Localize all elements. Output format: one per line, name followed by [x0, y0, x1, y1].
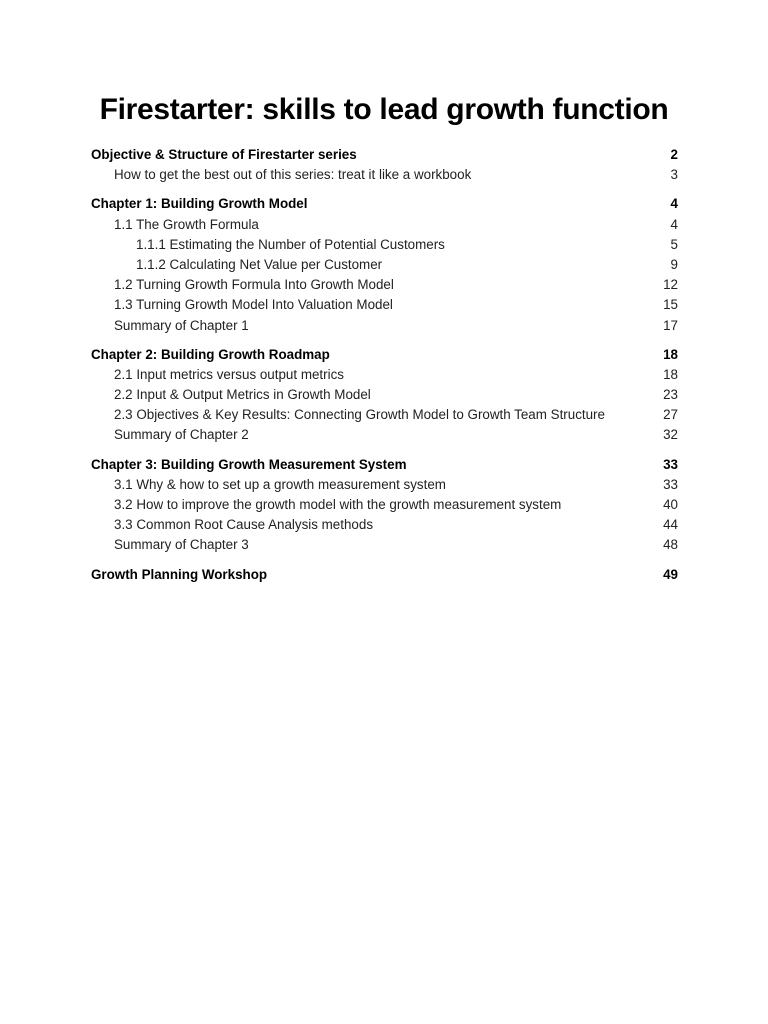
toc-entry-page-number[interactable]: 40 — [663, 497, 678, 512]
toc-entry-title[interactable]: 2.2 Input & Output Metrics in Growth Model — [114, 387, 371, 403]
toc-entry[interactable] — [91, 495, 678, 515]
toc-entry-page-number[interactable]: 15 — [663, 297, 678, 313]
toc-entry[interactable] — [91, 255, 678, 275]
toc-heading-entry[interactable] — [91, 145, 678, 165]
toc-heading-entry[interactable] — [91, 345, 678, 365]
toc-entry-page-number[interactable]: 23 — [663, 387, 678, 403]
toc-entry-page-number[interactable]: 27 — [663, 407, 678, 423]
toc-entry[interactable] — [91, 275, 678, 295]
toc-entry[interactable] — [91, 316, 678, 336]
toc-entry-page-number[interactable]: 17 — [663, 317, 678, 333]
toc-entry-page-number[interactable]: 3 — [670, 167, 678, 183]
toc-entry-title[interactable]: Summary of Chapter 3 — [114, 537, 249, 553]
toc-entry-page-number[interactable]: 18 — [663, 366, 678, 382]
toc-entry[interactable] — [91, 405, 678, 425]
toc-entry[interactable] — [91, 385, 678, 405]
toc-entry-page-number[interactable]: 4 — [670, 196, 678, 212]
toc-entry-title[interactable]: Chapter 2: Building Growth Roadmap — [91, 346, 330, 362]
toc-entry-title[interactable]: 1.1 The Growth Formula — [114, 216, 259, 232]
toc-heading-entry[interactable] — [91, 565, 678, 585]
toc-entry-page-number[interactable]: 48 — [663, 537, 678, 553]
toc-entry-page-number[interactable]: 5 — [670, 236, 678, 252]
toc-entry[interactable] — [91, 235, 678, 255]
table-of-contents — [91, 145, 678, 585]
document-title: Firestarter: skills to lead growth function — [99, 93, 669, 126]
toc-heading-entry[interactable] — [91, 194, 678, 214]
toc-entry-title[interactable]: Chapter 1: Building Growth Model — [91, 196, 308, 212]
toc-entry-title[interactable]: How to get the best out of this series: treat it like a workbook — [114, 167, 472, 183]
toc-entry-title[interactable]: 1.3 Turning Growth Model Into Valuation Model — [114, 297, 393, 313]
toc-entry[interactable] — [91, 165, 678, 185]
toc-entry-title[interactable]: 3.1 Why & how to set up a growth measurement system — [114, 476, 446, 492]
toc-entry[interactable] — [91, 475, 678, 495]
toc-entry[interactable] — [91, 535, 678, 555]
toc-entry-page-number[interactable]: 33 — [663, 456, 678, 472]
toc-entry-page-number[interactable]: 18 — [663, 346, 678, 362]
toc-entry-title[interactable]: Summary of Chapter 2 — [114, 427, 249, 443]
toc-entry-title[interactable]: Growth Planning Workshop — [91, 566, 268, 582]
toc-entry-title[interactable]: Chapter 3: Building Growth Measurement System — [91, 456, 407, 472]
toc-entry[interactable] — [91, 425, 678, 445]
toc-heading-entry[interactable] — [91, 455, 678, 475]
toc-entry-page-number[interactable]: 4 — [670, 216, 678, 232]
toc-entry-page-number[interactable]: 33 — [663, 476, 678, 492]
toc-entry-title[interactable]: Summary of Chapter 1 — [114, 317, 249, 333]
toc-entry-title[interactable]: 2.3 Objectives & Key Results: Connecting Growth Model to Growth Team Structure — [114, 407, 605, 423]
toc-entry-page-number[interactable]: 12 — [663, 277, 678, 293]
toc-entry-page-number[interactable]: 9 — [670, 256, 678, 272]
toc-entry-title[interactable]: 3.2 How to improve the growth model with the growth measurement system — [114, 497, 562, 512]
toc-entry-title[interactable]: 3.3 Common Root Cause Analysis methods — [114, 517, 374, 533]
toc-entry[interactable] — [91, 215, 678, 235]
toc-entry-title[interactable]: 1.2 Turning Growth Formula Into Growth Model — [114, 277, 394, 293]
toc-entry-page-number[interactable]: 32 — [663, 427, 678, 443]
toc-entry[interactable] — [91, 515, 678, 535]
toc-entry-page-number[interactable]: 49 — [663, 566, 678, 582]
toc-entry[interactable] — [91, 295, 678, 315]
toc-entry-title[interactable]: 1.1.2 Calculating Net Value per Customer — [136, 256, 383, 272]
toc-entry-title[interactable]: Objective & Structure of Firestarter series — [91, 147, 357, 162]
toc-entry-page-number[interactable]: 2 — [670, 147, 678, 162]
toc-entry-title[interactable]: 1.1.1 Estimating the Number of Potential Customers — [136, 236, 445, 252]
toc-entry-title[interactable]: 2.1 Input metrics versus output metrics — [114, 366, 344, 382]
toc-entry[interactable] — [91, 365, 678, 385]
toc-entry-page-number[interactable]: 44 — [663, 517, 678, 533]
